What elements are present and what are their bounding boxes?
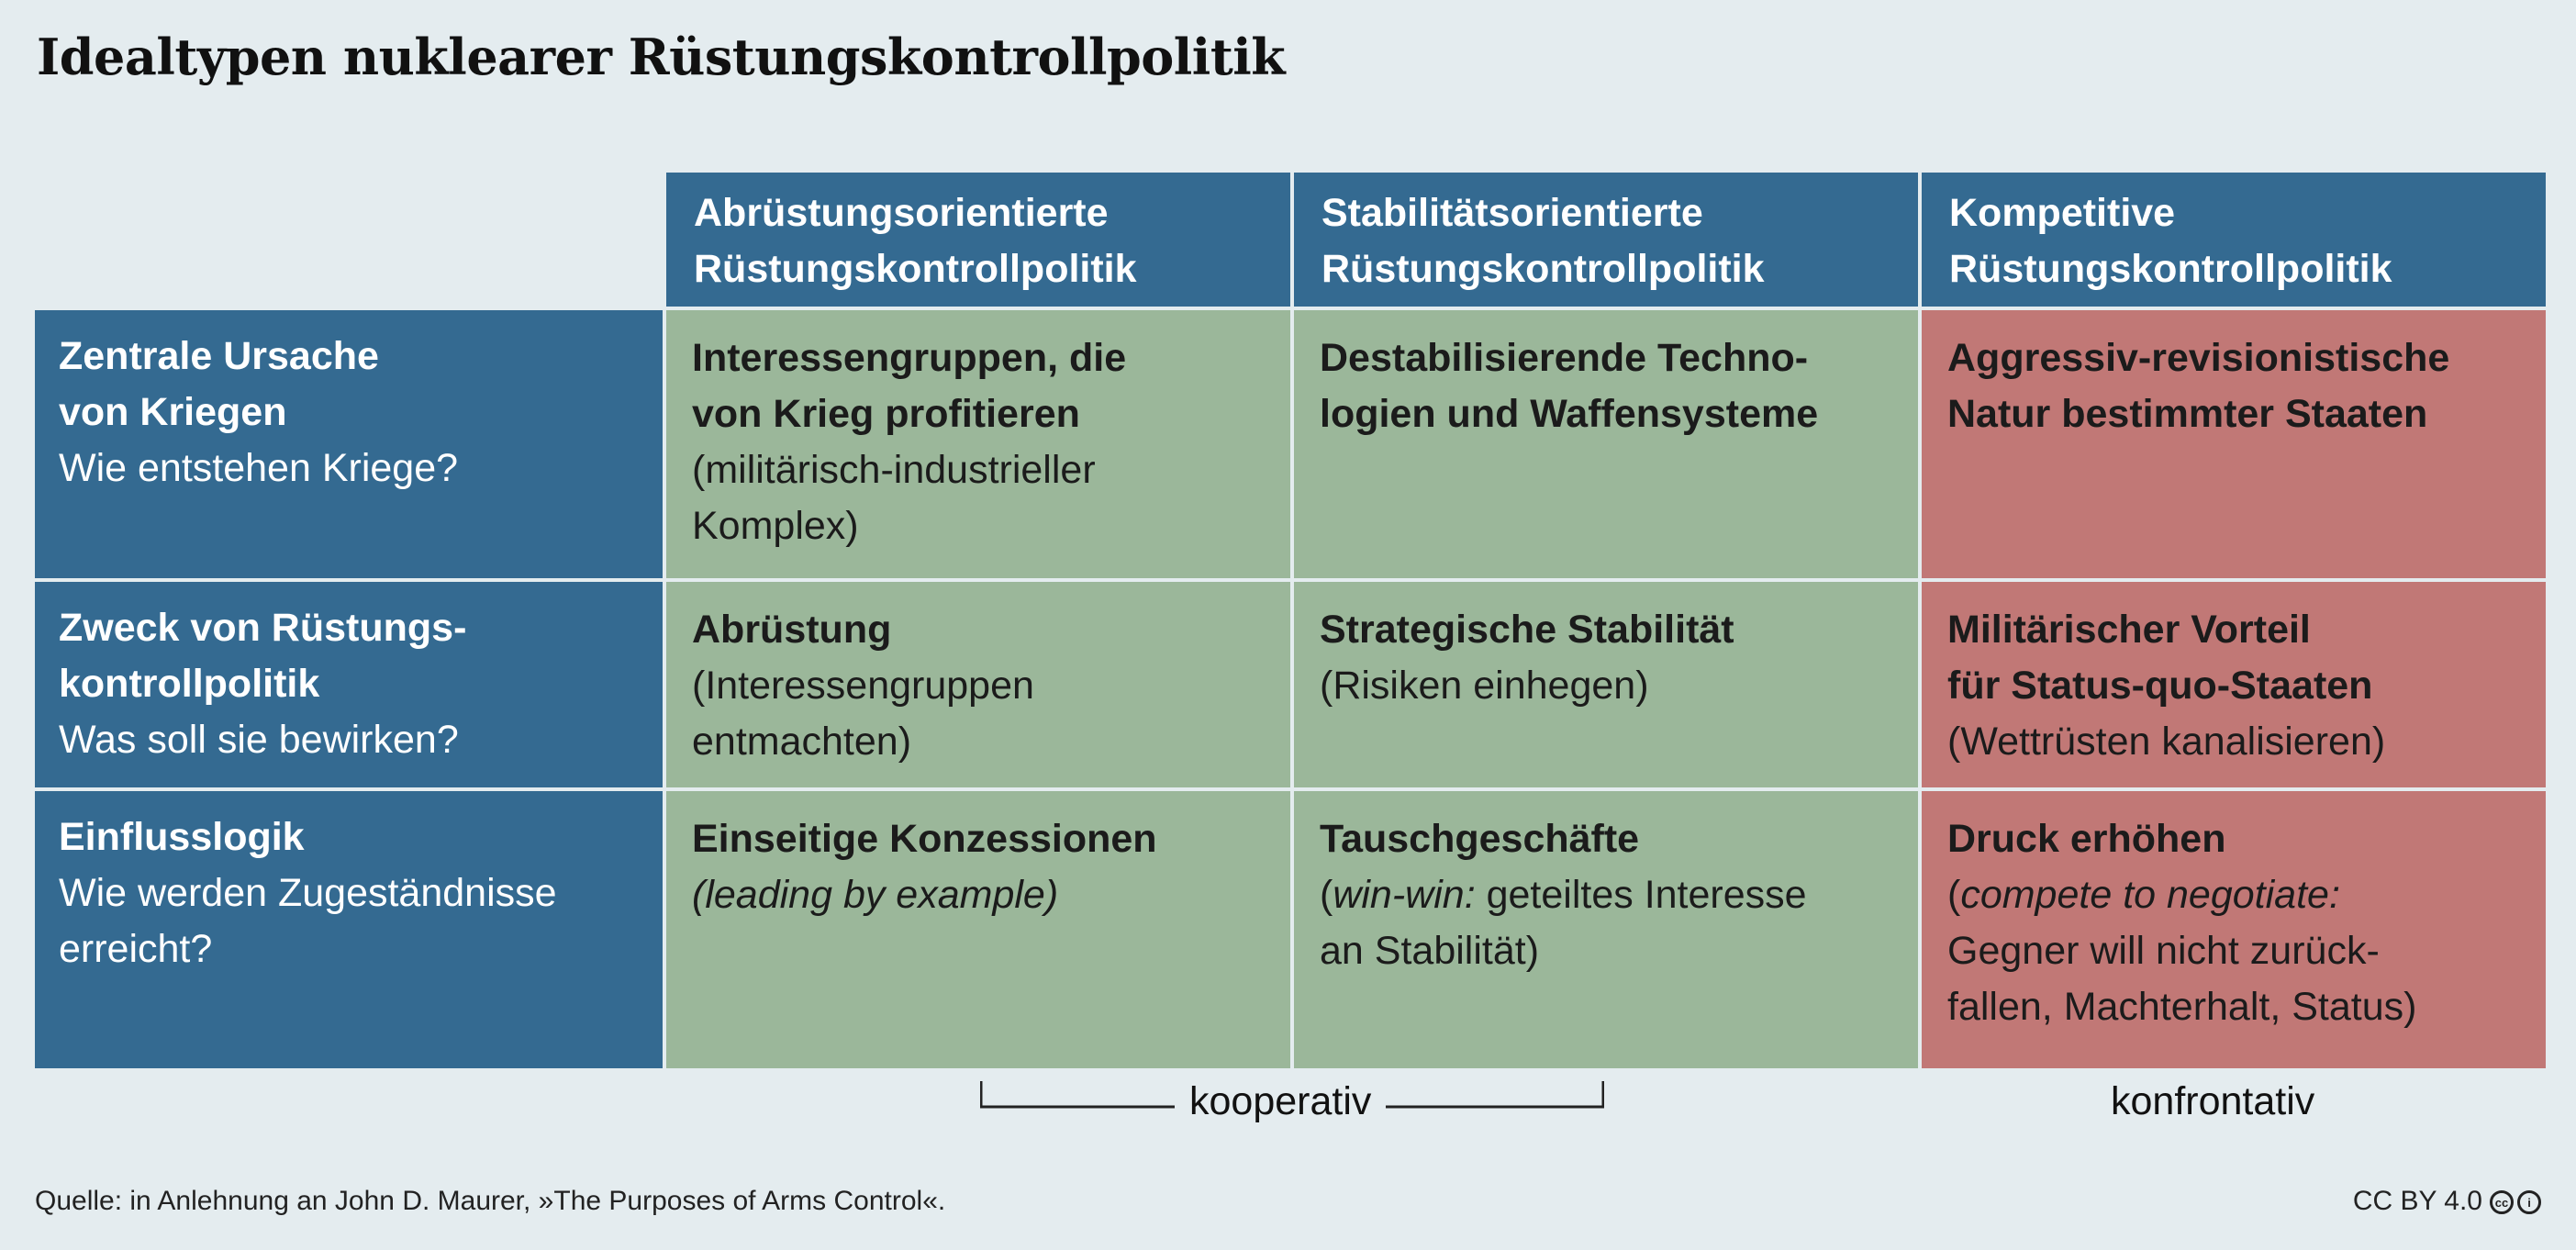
cell-italic: win-win: <box>1333 873 1476 917</box>
row-header-cause <box>35 310 663 578</box>
cell-note: Komplex) <box>692 504 859 548</box>
cell-title: Interessengruppen, die <box>692 336 1127 380</box>
cell-note: an Stabilität) <box>1320 929 1540 973</box>
cell-logic-disarmament <box>666 791 1290 1068</box>
cell-purpose-disarmament <box>666 582 1290 787</box>
column-header-line: Kompetitive <box>1949 191 2176 235</box>
row-header-title: Einflusslogik <box>59 815 305 859</box>
cell-title: Tauschgeschäfte <box>1320 817 1640 861</box>
cell-note: fallen, Machterhalt, Status) <box>1947 985 2417 1029</box>
column-header-line: Rüstungskontrollpolitik <box>1949 247 2392 291</box>
cell-title: Druck erhöhen <box>1947 817 2226 861</box>
column-header-line: Stabilitätsorientierte <box>1321 191 1703 235</box>
cell-title: von Krieg profitieren <box>692 392 1080 436</box>
cell-title: Einseitige Konzessionen <box>692 817 1157 861</box>
row-header-question: Was soll sie bewirken? <box>59 718 459 762</box>
cell-note: geteiltes Interesse <box>1475 873 1807 917</box>
cell-note-line <box>1320 867 1892 923</box>
cell-title: Destabilisierende Techno- <box>1320 336 1809 380</box>
row-header-purpose <box>35 582 663 787</box>
corner-cell <box>35 173 663 307</box>
cell-cause-disarmament <box>666 310 1290 578</box>
cell-note: (Interessengruppen <box>692 664 1034 708</box>
by-icon: i <box>2517 1190 2541 1214</box>
column-header-disarmament <box>666 173 1290 307</box>
cell-cause-competitive <box>1922 310 2546 578</box>
row-header-title: kontrollpolitik <box>59 662 320 706</box>
cell-title: Aggressiv-revisionistische <box>1947 336 2450 380</box>
row-header-title: Zweck von Rüstungs- <box>59 606 467 650</box>
row-header-logic <box>35 791 663 1068</box>
policy-matrix <box>35 173 2546 1068</box>
cell-note: (Risiken einhegen) <box>1320 664 1649 708</box>
cell-title: für Status-quo-Staaten <box>1947 664 2373 708</box>
cell-cause-stability <box>1294 310 1918 578</box>
cell-note: (militärisch-industrieller <box>692 448 1096 492</box>
row-header-question: Wie entstehen Kriege? <box>59 446 459 490</box>
cell-note: (leading by example) <box>692 873 1059 917</box>
column-header-line: Abrüstungsorientierte <box>694 191 1109 235</box>
cell-purpose-competitive <box>1922 582 2546 787</box>
cell-title: Abrüstung <box>692 608 892 652</box>
cell-title: Strategische Stabilität <box>1320 608 1734 652</box>
column-header-line: Rüstungskontrollpolitik <box>1321 247 1765 291</box>
source-note: Quelle: in Anlehnung an John D. Maurer, »The Purposes of Arms Control«. <box>35 1186 946 1216</box>
cell-title: Militärischer Vorteil <box>1947 608 2311 652</box>
column-header-line: Rüstungskontrollpolitik <box>694 247 1137 291</box>
cell-note: (Wettrüsten kanalisieren) <box>1947 720 2386 764</box>
row-header-question: erreicht? <box>59 927 213 971</box>
confrontational-label: konfrontativ <box>2096 1079 2329 1124</box>
cooperative-label: kooperativ <box>1175 1079 1386 1124</box>
cell-note: Gegner will nicht zurück- <box>1947 929 2380 973</box>
cell-note-line <box>1947 867 2520 923</box>
cell-purpose-stability <box>1294 582 1918 787</box>
cell-italic: compete to negotiate: <box>1960 873 2340 917</box>
cell-title: Natur bestimmter Staaten <box>1947 392 2428 436</box>
cc-icon: cc <box>2490 1190 2514 1214</box>
page-title: Idealtypen nuklearer Rüstungskontrollpolitik <box>37 28 1286 86</box>
cell-logic-competitive <box>1922 791 2546 1068</box>
column-header-competitive <box>1922 173 2546 307</box>
row-header-title: von Kriegen <box>59 390 287 434</box>
cell-note: entmachten) <box>692 720 912 764</box>
cell-logic-stability <box>1294 791 1918 1068</box>
column-header-stability <box>1294 173 1918 307</box>
row-header-title: Zentrale Ursache <box>59 334 379 378</box>
row-header-question: Wie werden Zugeständnisse <box>59 871 557 915</box>
paren: ( <box>1947 873 1961 917</box>
license-text: CC BY 4.0 <box>2352 1186 2482 1216</box>
license-info <box>2353 1186 2541 1217</box>
cell-title: logien und Waffensysteme <box>1320 392 1819 436</box>
paren: ( <box>1320 873 1333 917</box>
